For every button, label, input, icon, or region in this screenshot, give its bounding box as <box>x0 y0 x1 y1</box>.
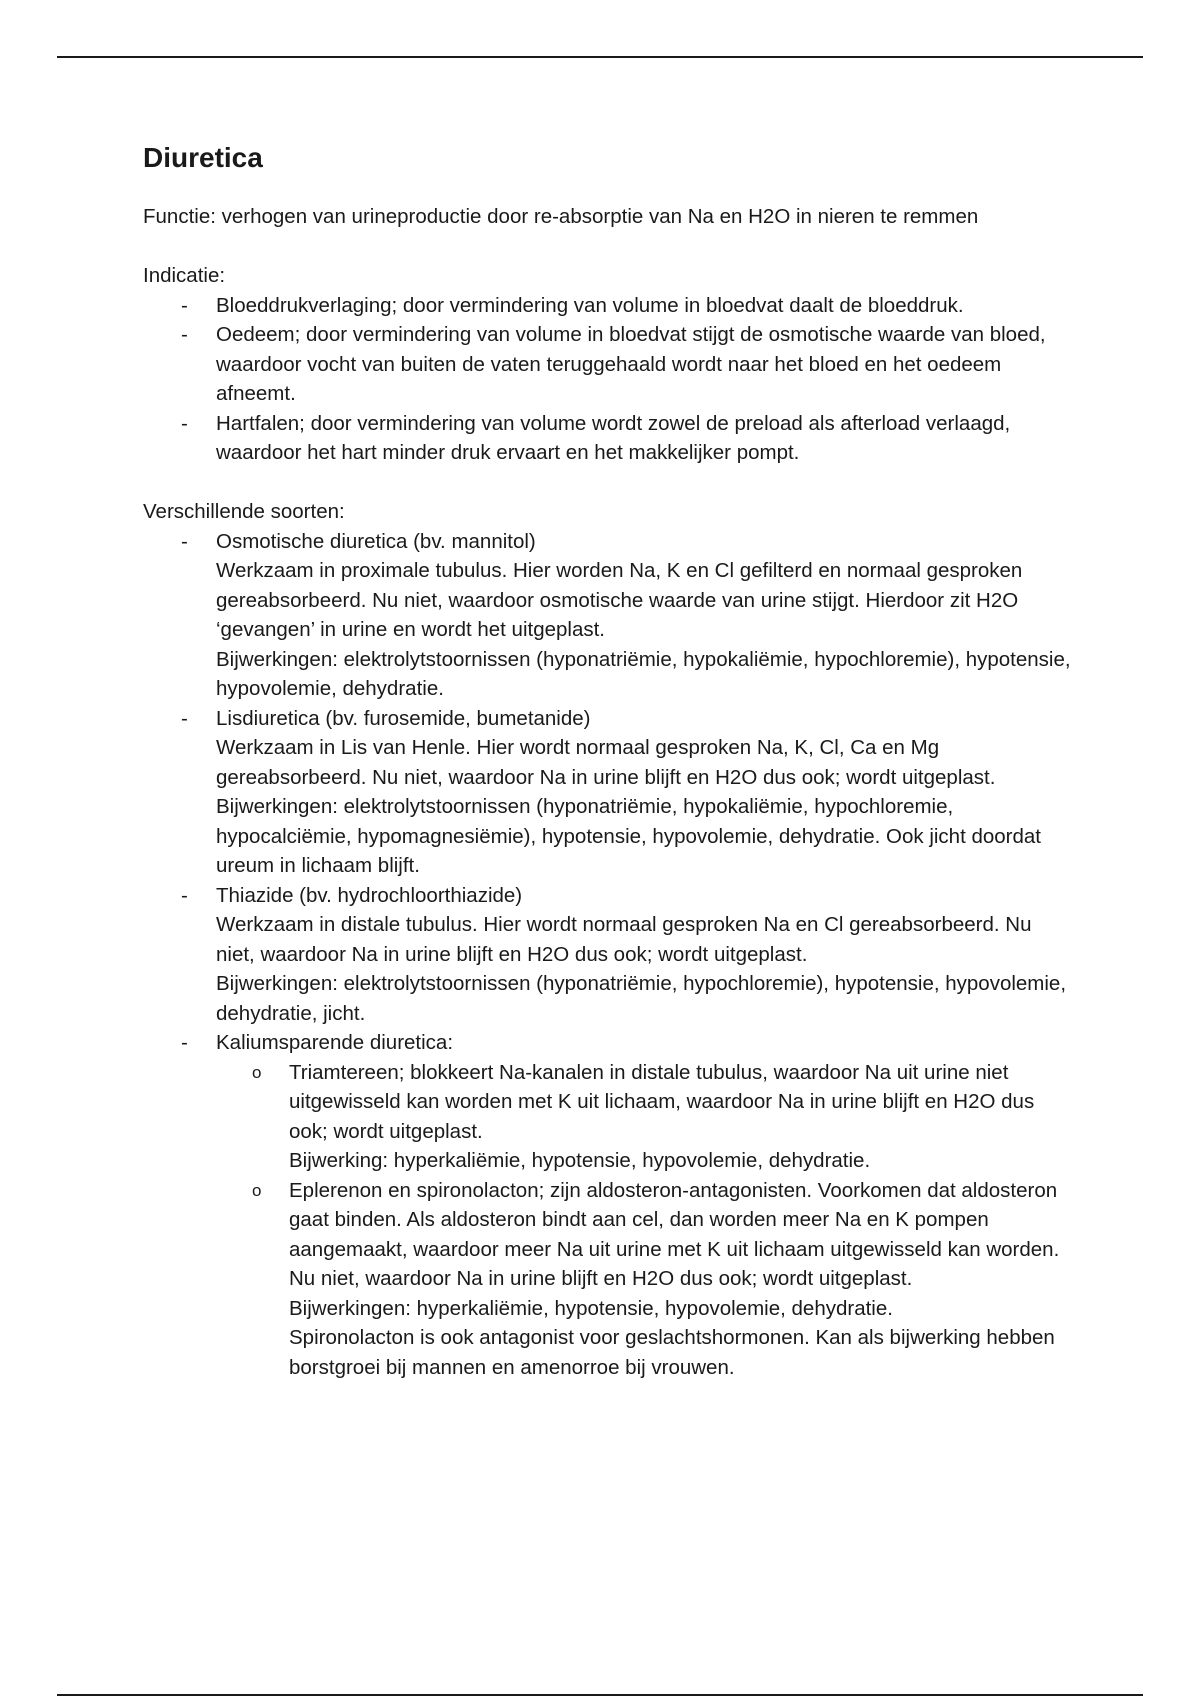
sub-extra: Spironolacton is ook antagonist voor geslachtshormonen. Kan als bijwerking hebben borstgroei bij mannen en amenorroe bij vrouwen. <box>289 1326 1055 1379</box>
document-body <box>143 140 1073 1382</box>
dash-bullet: - <box>181 883 188 907</box>
soort-name: Osmotische diuretica (bv. mannitol) <box>216 529 536 553</box>
list-item <box>143 320 1073 409</box>
circle-bullet: o <box>252 1180 262 1200</box>
soort-name: Kaliumsparende diuretica: <box>216 1031 454 1054</box>
indicatie-item-text: Hartfalen; door vermindering van volume wordt zowel de preload als afterload verlaagd, waardoor het hart minder druk ervaart en het makkelijker pompt. <box>216 411 1011 464</box>
soort-werking: Werkzaam in distale tubulus. Hier wordt normaal gesproken Na en Cl gereabsorbeerd. Nu niet, waardoor Na in urine blijft en H2O dus ook; wordt uitgeplast. <box>216 913 1032 966</box>
list-item <box>143 881 1073 1029</box>
list-item <box>143 1028 1073 1382</box>
indicatie-list <box>143 291 1073 468</box>
soort-bijwerkingen: Bijwerkingen: elektrolytstoornissen (hyponatriëmie, hypokaliëmie, hypochloremie, hypocalciëmie, hypomagnesiëmie), hypotensie, hypovolemie, dehydratie. Ook jicht doordat ureum in lichaam blijft. <box>216 795 1042 877</box>
list-item <box>216 1176 1073 1383</box>
dash-bullet: - <box>181 293 188 317</box>
soort-bijwerkingen: Bijwerkingen: elektrolytstoornissen (hyponatriëmie, hypokaliëmie, hypochloremie), hypotensie, hypovolemie, dehydratie. <box>216 647 1071 700</box>
dash-bullet: - <box>181 1031 188 1054</box>
indicatie-item-text: Oedeem; door vermindering van volume in bloedvat stijgt de osmotische waarde van bloed, waardoor vocht van buiten de vaten teruggehaald wordt naar het bloed en het oedeem afneemt. <box>216 323 1046 405</box>
indicatie-heading: Indicatie: <box>143 264 226 287</box>
header-rule <box>57 56 1143 58</box>
soort-name: Thiazide (bv. hydrochloorthiazide) <box>216 883 523 907</box>
sub-werking: Eplerenon en spironolacton; zijn aldosteron-antagonisten. Voorkomen dat aldosteron gaat binden. Als aldosteron bindt aan cel, dan worden meer Na en K pompen aangemaakt, waardoor meer Na uit urine met K uit lichaam uitgewisseld kan worden. Nu niet, waardoor Na in urine blijft en H2O dus ook; wordt uitgeplast. <box>289 1178 1060 1290</box>
page-title: Diuretica <box>143 142 263 173</box>
list-item <box>216 1058 1073 1176</box>
kalium-sublist <box>216 1058 1073 1383</box>
soorten-list <box>143 527 1073 1383</box>
list-item <box>143 409 1073 468</box>
indicatie-item-text: Bloeddrukverlaging; door vermindering van volume in bloedvat daalt de bloeddruk. <box>216 293 964 317</box>
dash-bullet: - <box>181 323 188 346</box>
sub-bijwerking: Bijwerking: hyperkaliëmie, hypotensie, hypovolemie, dehydratie. <box>289 1149 871 1172</box>
sub-werking: Triamtereen; blokkeert Na-kanalen in distale tubulus, waardoor Na uit urine niet uitgewisseld kan worden met K uit lichaam, waardoor Na in urine blijft en H2O dus ook; wordt uitgeplast. <box>289 1060 1035 1143</box>
soort-werking: Werkzaam in Lis van Henle. Hier wordt normaal gesproken Na, K, Cl, Ca en Mg gereabsorbeerd. Nu niet, waardoor Na in urine blijft en H2O dus ook; wordt uitgeplast. <box>216 736 996 789</box>
list-item <box>143 527 1073 704</box>
dash-bullet: - <box>181 706 188 730</box>
sub-bijwerkingen: Bijwerkingen: hyperkaliëmie, hypotensie, hypovolemie, dehydratie. <box>289 1296 893 1320</box>
soort-bijwerkingen: Bijwerkingen: elektrolytstoornissen (hyponatriëmie, hypochloremie), hypotensie, hypovolemie, dehydratie, jicht. <box>216 972 1067 1025</box>
dash-bullet: - <box>181 411 188 435</box>
soort-werking: Werkzaam in proximale tubulus. Hier worden Na, K en Cl gefilterd en normaal gesproken gereabsorbeerd. Nu niet, waardoor osmotische waarde van urine stijgt. Hierdoor zit H2O ‘gevangen’ in urine en wordt het uitgeplast. <box>216 559 1023 641</box>
soort-name: Lisdiuretica (bv. furosemide, bumetanide) <box>216 706 591 730</box>
list-item <box>143 291 1073 321</box>
list-item <box>143 704 1073 881</box>
footer-rule <box>57 1694 1143 1696</box>
dash-bullet: - <box>181 529 188 553</box>
soorten-heading: Verschillende soorten: <box>143 500 345 523</box>
functie-paragraph: Functie: verhogen van urineproductie door re-absorptie van Na en H2O in nieren te remmen <box>143 205 979 228</box>
circle-bullet: o <box>252 1062 262 1082</box>
